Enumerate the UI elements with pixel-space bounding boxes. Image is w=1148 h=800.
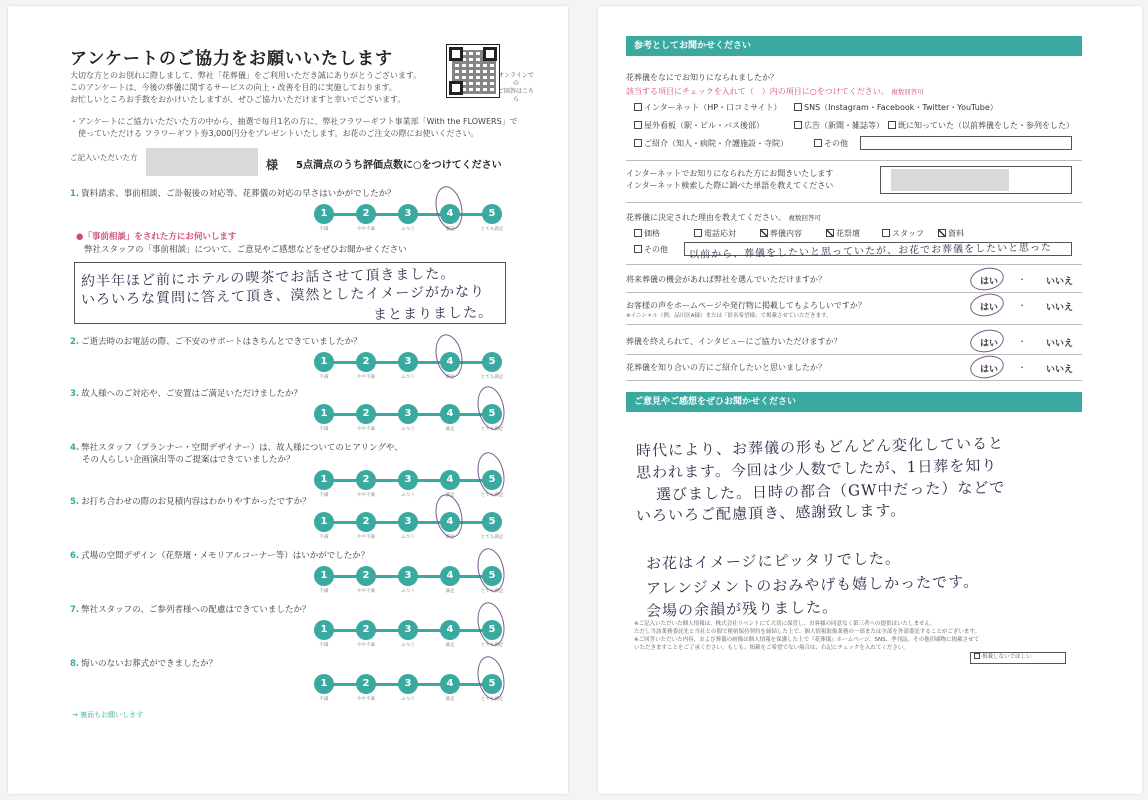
- divider: [626, 160, 1082, 161]
- reason-option[interactable]: [634, 244, 668, 256]
- option-other[interactable]: [814, 138, 848, 150]
- scale-point-4[interactable]: 4: [440, 566, 460, 586]
- separator-dot: ・: [1018, 363, 1026, 372]
- scale-label: やや不満: [357, 643, 375, 648]
- intro-line: 大切な方とのお別れに際しまして、弊社「花葬儀」をご利用いただき誠にありがとうございます。: [70, 71, 422, 80]
- yes-option[interactable]: はい: [980, 365, 999, 375]
- qr-finder: [483, 47, 497, 61]
- option-label: 屋外看板（駅・ビル・バス後部）: [644, 121, 764, 130]
- reason-option[interactable]: [882, 228, 924, 240]
- scale-point-5[interactable]: 5: [482, 512, 502, 532]
- handwritten-comment-line: お花はイメージにピッタリでした。: [645, 549, 902, 573]
- scale-label: ふつう: [401, 589, 415, 594]
- reason-other-box[interactable]: [684, 242, 1072, 261]
- checked-checkbox[interactable]: [760, 229, 768, 237]
- reason-label: 電話応対: [704, 229, 736, 238]
- hand-drawn-circle: [474, 384, 509, 432]
- scale-label: 満足: [445, 493, 455, 498]
- yes-no-question-2: [626, 300, 866, 320]
- scale-label: 満足: [445, 697, 455, 702]
- scale-label: 満足: [445, 535, 455, 540]
- reason-label: スタッフ: [892, 229, 924, 238]
- divider: [626, 264, 1082, 265]
- scale-label: やや不満: [357, 427, 375, 432]
- checked-checkbox[interactable]: [826, 229, 834, 237]
- back-page-note: → 裏面もお願いします: [72, 711, 144, 719]
- question-text: お打ち合わせの際のお見積内容はわかりやすかったですか？: [81, 497, 311, 507]
- question-number: 2.: [70, 337, 80, 347]
- question-number: 5.: [70, 497, 80, 507]
- yes-no-question-4: [626, 362, 826, 374]
- question-text-cont: その人らしい企画演出等のご提案はできていましたか？: [82, 455, 295, 465]
- intro-text: [70, 70, 430, 106]
- scale-point-3[interactable]: 3: [398, 566, 418, 586]
- qr-note-line: オンラインでの: [498, 72, 534, 87]
- privacy-line: いただきますことをご了承ください。もしも、掲載をご希望でない場合は、右記にチェックを入れてください。: [634, 645, 909, 651]
- scale-point-5[interactable]: 5: [482, 352, 502, 372]
- hand-drawn-circle: [968, 291, 1006, 320]
- scale-point-2[interactable]: 2: [356, 512, 376, 532]
- scale-point-5[interactable]: 5: [482, 404, 502, 424]
- scale-label: 不満: [319, 643, 329, 648]
- scale-label: とても満足: [480, 493, 504, 498]
- checkbox[interactable]: [974, 653, 980, 659]
- page-title: アンケートのご協力をお願いいたします: [70, 49, 393, 69]
- handwritten-comment-line: いろいろご配慮頂き、感謝致します。: [635, 501, 907, 525]
- question-7: [70, 604, 310, 616]
- qr-code[interactable]: [446, 44, 500, 98]
- search-question-line: インターネットでお知りになられた方にお聞きいたします: [626, 169, 834, 178]
- section-bar-reference: 参考としてお聞かせください: [626, 36, 1082, 56]
- how-known-question: 花葬儀をなにでお知りになられましたか？: [626, 73, 778, 82]
- separator-dot: ・: [1018, 275, 1026, 284]
- reason-label: 葬儀内容: [770, 229, 802, 238]
- scale-label: やや不満: [357, 375, 375, 380]
- handwritten-reason: 以前から、葬儀をしたいと思っていたが、お花でお葬儀をしたいと思った: [688, 242, 1053, 261]
- reason-option[interactable]: [826, 228, 860, 240]
- yes-no-question-1: [626, 274, 826, 286]
- scale-point-1[interactable]: 1: [314, 404, 334, 424]
- checkbox[interactable]: [634, 121, 642, 129]
- scale-label: 満足: [445, 375, 455, 380]
- question-text: 弊社スタッフの、ご参列者様への配慮はできていましたか？: [81, 605, 311, 615]
- gift-note: [70, 116, 550, 140]
- checkbox[interactable]: [882, 229, 890, 237]
- scale-label: ふつう: [401, 427, 415, 432]
- option-label: インターネット（HP・口コミサイト）: [644, 103, 782, 112]
- no-option[interactable]: いいえ: [1046, 365, 1074, 375]
- scale-point-4[interactable]: 4: [440, 620, 460, 640]
- scale-point-4[interactable]: 4: [440, 352, 460, 372]
- scale-point-3[interactable]: 3: [398, 352, 418, 372]
- scale-label: 不満: [319, 427, 329, 432]
- hand-drawn-circle: [474, 546, 509, 594]
- yes-no-text: 花葬儀を知り合いの方にご紹介したいと思いましたか？: [626, 363, 826, 372]
- scale-label: 不満: [319, 589, 329, 594]
- reason-question-text: 花葬儀に決定された理由を教えてください。: [626, 213, 786, 222]
- handwritten-comment-line: アレンジメントのおみやげも嬉しかったです。: [645, 572, 980, 598]
- scale-label: ふつう: [401, 227, 415, 232]
- multi-answer-tag: 複数回答可: [891, 88, 924, 96]
- hand-drawn-circle: [432, 332, 467, 380]
- scale-point-5[interactable]: 5: [482, 470, 502, 490]
- hand-drawn-circle: [474, 600, 509, 648]
- consult-answer-box[interactable]: [74, 262, 506, 324]
- question-4: [70, 442, 403, 466]
- yes-no-note: ※イニシャル（例：品川区A様）または「匿名希望様」で掲載させていただきます。: [626, 313, 832, 319]
- scale-label: とても満足: [480, 697, 504, 702]
- no-option[interactable]: いいえ: [1046, 339, 1074, 349]
- scale-point-2[interactable]: 2: [356, 352, 376, 372]
- scale-label: ふつう: [401, 535, 415, 540]
- reason-label: その他: [644, 245, 668, 254]
- scale-point-4[interactable]: 4: [440, 512, 460, 532]
- option-label: ご紹介（知人・病院・介護施設・寺院）: [644, 139, 788, 148]
- reason-label: 花祭壇: [836, 229, 860, 238]
- scale-label: とても満足: [480, 427, 504, 432]
- yes-no-text: 将来葬儀の機会があれば弊社を選んでいただけますか？: [626, 275, 826, 284]
- question-text: 弊社スタッフ（プランナー・空間デザイナー）は、故人様についてのヒアリングや、: [81, 443, 403, 453]
- yes-no-question-3: [626, 336, 842, 348]
- sama-honorific: 様: [266, 158, 279, 172]
- search-word-box[interactable]: [880, 166, 1072, 194]
- consult-heading: ●「事前相談」をされた方にお伺いします: [76, 232, 237, 242]
- checkbox[interactable]: [634, 103, 642, 111]
- yes-option[interactable]: はい: [980, 277, 999, 287]
- question-text: ご逝去時のお電話の際、ご不安のサポートはきちんとできていましたか？: [81, 337, 362, 347]
- handwritten-comment-line: 会場の余韻が残りました。: [645, 597, 839, 621]
- intro-line: お忙しいところお手数をおかけいたしますが、ぜひご協力いただけますと幸いでございます。: [70, 95, 406, 104]
- separator-dot: ・: [1018, 337, 1026, 346]
- scale-label: 満足: [445, 589, 455, 594]
- scale-point-4[interactable]: 4: [440, 204, 460, 224]
- scale-point-2[interactable]: 2: [356, 204, 376, 224]
- checkbox[interactable]: [634, 229, 642, 237]
- reason-question: [626, 212, 821, 224]
- scale-point-2[interactable]: 2: [356, 470, 376, 490]
- no-option[interactable]: いいえ: [1046, 303, 1074, 313]
- scale-label: とても満足: [480, 535, 504, 540]
- question-number: 1.: [70, 189, 80, 199]
- search-question: [626, 168, 833, 192]
- question-number: 8.: [70, 659, 80, 669]
- yes-no-text: お客様の声をホームページや発行物に掲載してもよろしいですか？: [626, 301, 866, 310]
- question-number: 6.: [70, 551, 80, 561]
- scale-label: とても満足: [480, 375, 504, 380]
- name-label: ご記入いただいた方: [70, 153, 138, 162]
- scale-point-5[interactable]: 5: [482, 620, 502, 640]
- section-bar-comments: ご意見やご感想をぜひお聞かせください: [626, 392, 1082, 412]
- handwritten-line: 約半年ほど前にホテルの喫茶でお話させて頂きました。: [80, 266, 456, 290]
- question-2: [70, 336, 362, 348]
- divider: [626, 354, 1082, 355]
- question-text: 式場の空間デザイン（花祭壇・メモリアルコーナー等）はいかがでしたか？: [81, 551, 370, 561]
- survey-page-back: [598, 6, 1142, 794]
- consult-question: 弊社スタッフの「事前相談」について、ご意見やご感想などをぜひお聞かせください: [84, 245, 407, 255]
- checkbox[interactable]: [634, 139, 642, 147]
- yes-no-text: 葬儀を終えられて、インタビューにご協力いただけますか？: [626, 337, 842, 346]
- scale-label: 不満: [319, 535, 329, 540]
- reason-label: 資料: [948, 229, 964, 238]
- instruction-text: 該当する項目にチェックを入れて（ ）内の項目に○をつけてください。: [626, 87, 889, 96]
- no-publish-label: 掲載しないでほしい: [982, 654, 1032, 660]
- option-label: その他: [824, 139, 848, 148]
- scale-point-3[interactable]: 3: [398, 404, 418, 424]
- scale-point-1[interactable]: 1: [314, 620, 334, 640]
- divider: [626, 292, 1082, 293]
- handwritten-comment-line: 選びました。日時の都合（GW中だった）などで: [655, 478, 1006, 504]
- checked-checkbox[interactable]: [938, 229, 946, 237]
- qr-note: [496, 72, 536, 104]
- reason-option[interactable]: [938, 228, 964, 240]
- scale-label: 不満: [319, 227, 329, 232]
- scale-point-1[interactable]: 1: [314, 674, 334, 694]
- privacy-line: ※ご記入いただいた個人情報は、株式会社リベントにて大切に保管し、お客様の同意なく第三者への提供はいたしません。: [634, 621, 936, 627]
- scale-point-3[interactable]: 3: [398, 674, 418, 694]
- separator-dot: ・: [1018, 301, 1026, 310]
- scale-label: やや不満: [357, 493, 375, 498]
- scale-label: 満足: [445, 227, 455, 232]
- hand-drawn-circle: [432, 184, 467, 232]
- privacy-line: ※ご回答いただいた内容、および葬儀の画像は個人情報を保護した上で『花葬儀』ホームページ、SNS、季刊誌、その他印刷物に掲載させて: [634, 637, 980, 643]
- how-known-instruction: [626, 86, 924, 98]
- search-question-line: インターネット検索した際に調べた単語を教えてください: [626, 181, 834, 190]
- scale-label: 不満: [319, 375, 329, 380]
- question-text: 悔いのないお葬式ができましたか？: [81, 659, 218, 669]
- qr-finder: [449, 47, 463, 61]
- scale-label: やや不満: [357, 227, 375, 232]
- question-number: 7.: [70, 605, 80, 615]
- option-referral[interactable]: [634, 138, 788, 150]
- divider: [626, 202, 1082, 203]
- checkbox[interactable]: [694, 229, 702, 237]
- question-8: [70, 658, 217, 670]
- other-input-box[interactable]: [860, 136, 1072, 150]
- checkbox[interactable]: [888, 121, 896, 129]
- scale-point-5[interactable]: 5: [482, 674, 502, 694]
- question-text: 故人様へのご対応や、ご安置はご満足いただけましたか？: [81, 389, 302, 399]
- question-5: [70, 496, 311, 508]
- checkbox[interactable]: [634, 245, 642, 253]
- scale-point-3[interactable]: 3: [398, 620, 418, 640]
- multi-answer-tag: 複数回答可: [788, 214, 822, 222]
- scale-label: 満足: [445, 643, 455, 648]
- question-3: [70, 388, 302, 400]
- scale-label: ふつう: [401, 493, 415, 498]
- scale-point-4[interactable]: 4: [440, 404, 460, 424]
- scale-label: とても満足: [480, 227, 504, 232]
- scale-label: ふつう: [401, 375, 415, 380]
- handwritten-comment-line: 思われます。今回は少人数でしたが、1日葬を知り: [635, 456, 998, 482]
- reason-option[interactable]: [634, 228, 660, 240]
- option-label: SNS（Instagram・Facebook・Twitter・YouTube）: [804, 103, 998, 112]
- privacy-line: ただし当該業務委託先と当社との間で秘密保持契約を締結した上で、個人情報取扱業務の一部または全部を外部委託することがございます。: [634, 629, 980, 635]
- scale-point-3[interactable]: 3: [398, 512, 418, 532]
- question-number: 3.: [70, 389, 80, 399]
- hand-drawn-circle: [474, 654, 509, 702]
- scale-point-1[interactable]: 1: [314, 470, 334, 490]
- option-label: 既に知っていた（以前葬儀をした・参列をした）: [898, 121, 1074, 130]
- yes-option[interactable]: はい: [980, 339, 999, 349]
- scale-label: とても満足: [480, 589, 504, 594]
- no-option[interactable]: いいえ: [1046, 277, 1074, 287]
- scale-label: やや不満: [357, 697, 375, 702]
- hand-drawn-circle: [968, 327, 1006, 356]
- scale-point-2[interactable]: 2: [356, 620, 376, 640]
- hand-drawn-circle: [968, 265, 1006, 294]
- scale-label: 満足: [445, 427, 455, 432]
- scale-point-1[interactable]: 1: [314, 204, 334, 224]
- question-6: [70, 550, 369, 562]
- scale-label: 不満: [319, 493, 329, 498]
- intro-line: このアンケートは、今後の葬儀に関するサービスの向上・改善を目的に実施しております。: [70, 83, 397, 92]
- scale-point-4[interactable]: 4: [440, 470, 460, 490]
- scale-point-2[interactable]: 2: [356, 566, 376, 586]
- hand-drawn-circle: [474, 450, 509, 498]
- scale-point-1[interactable]: 1: [314, 566, 334, 586]
- option-ad[interactable]: [794, 120, 884, 132]
- rating-instruction: 5点満点のうち評価点数に○をつけてください: [296, 160, 502, 171]
- gift-note-line: ・アンケートにご協力いただいた方の中から、抽選で毎月1名の方に、弊社フラワーギフト事業部「With the FLOWERS」で: [70, 117, 518, 126]
- yes-option[interactable]: はい: [980, 303, 999, 313]
- option-label: 広告（新聞・雑誌等）: [804, 121, 884, 130]
- divider: [626, 380, 1082, 381]
- scale-label: やや不満: [357, 589, 375, 594]
- question-text: 資料請求、事前相談、ご訃報後の対応等、花葬儀の対応の早さはいかがでしたか？: [81, 189, 396, 199]
- no-publish-checkbox[interactable]: [970, 652, 1066, 664]
- hand-drawn-circle: [432, 492, 467, 540]
- redacted-area: [891, 169, 1009, 191]
- qr-note-line: ご回答はこちら: [497, 88, 534, 103]
- scale-point-5[interactable]: 5: [482, 204, 502, 224]
- scale-point-3[interactable]: 3: [398, 204, 418, 224]
- scale-point-1[interactable]: 1: [314, 512, 334, 532]
- qr-finder: [449, 81, 463, 95]
- scale-point-3[interactable]: 3: [398, 470, 418, 490]
- option-sns[interactable]: [794, 102, 998, 114]
- scale-label: ふつう: [401, 643, 415, 648]
- handwritten-comment-line: 時代により、お葬儀の形もどんどん変化していると: [635, 434, 1005, 460]
- gift-note-line: 使っていただける フラワーギフト券3,000円分をプレゼントいたします。お花のご注文の際にお使いください。: [78, 129, 479, 138]
- handwritten-line: まとまりました。: [372, 304, 494, 324]
- checkbox[interactable]: [814, 139, 822, 147]
- hand-drawn-circle: [968, 353, 1006, 382]
- reason-option[interactable]: [694, 228, 736, 240]
- scale-point-1[interactable]: 1: [314, 352, 334, 372]
- question-number: 4.: [70, 443, 80, 453]
- name-redacted-box: [146, 148, 258, 176]
- question-1: [70, 188, 396, 200]
- scale-label: ふつう: [401, 697, 415, 702]
- scale-point-2[interactable]: 2: [356, 674, 376, 694]
- survey-page-front: [8, 6, 568, 794]
- scale-label: やや不満: [357, 535, 375, 540]
- reason-option[interactable]: [760, 228, 802, 240]
- divider: [626, 324, 1082, 325]
- option-internet[interactable]: [634, 102, 782, 114]
- reason-label: 価格: [644, 229, 660, 238]
- option-already-known[interactable]: [888, 120, 1074, 132]
- option-billboard[interactable]: [634, 120, 764, 132]
- handwritten-line: いろいろな質問に答えて頂き、漠然としたイメージがかなり: [80, 283, 486, 309]
- checkbox[interactable]: [794, 121, 802, 129]
- scale-point-5[interactable]: 5: [482, 566, 502, 586]
- scale-label: 不満: [319, 697, 329, 702]
- privacy-notice: [634, 620, 1064, 652]
- checkbox[interactable]: [794, 103, 802, 111]
- scale-label: とても満足: [480, 643, 504, 648]
- scale-point-2[interactable]: 2: [356, 404, 376, 424]
- scale-point-4[interactable]: 4: [440, 674, 460, 694]
